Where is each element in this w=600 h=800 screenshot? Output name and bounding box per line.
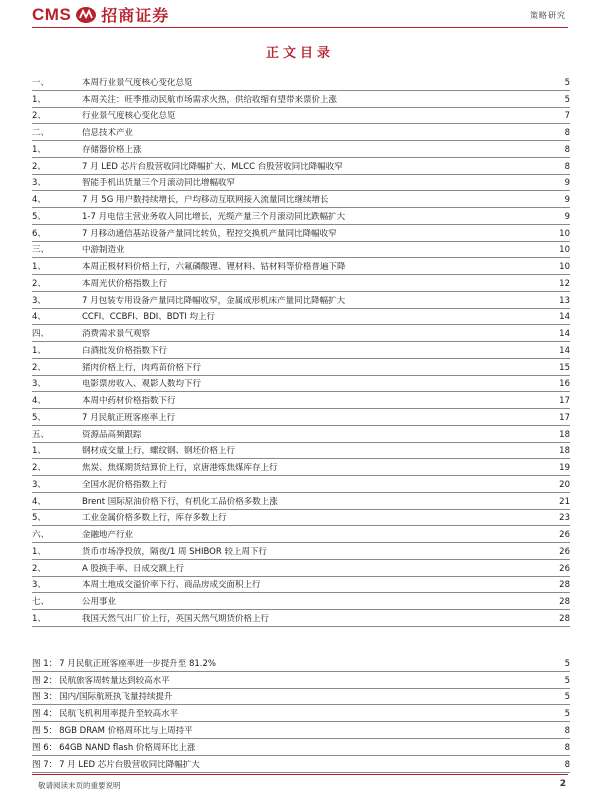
toc-entry-number: 六、 — [32, 530, 50, 540]
toc-entry-page: 7 — [564, 111, 570, 122]
toc-entry-page: 5 — [564, 94, 570, 105]
toc-entry-number: 5、 — [32, 412, 46, 423]
figure-entry-label: 图 5： — [32, 725, 58, 736]
toc-entry[interactable] — [32, 258, 570, 275]
toc-entry[interactable] — [32, 208, 570, 225]
toc-entry[interactable] — [32, 560, 570, 577]
toc-entry-title: 猪肉价格上行，肉鸡苗价格下行 — [82, 362, 202, 373]
figure-entry-title: 民航旅客周转量达到较高水平 — [59, 675, 170, 686]
toc-entry-number: 2、 — [32, 463, 46, 473]
toc-entry-page: 28 — [559, 580, 570, 591]
logo-chinese-text: 招商证券 — [101, 6, 170, 25]
toc-entry-title: 1-7 月电信主营业务收入同比增长，光缆产量三个月滚动同比跌幅扩大 — [82, 211, 346, 222]
figure-entry-title: 64GB NAND flash 价格周环比上涨 — [59, 742, 196, 753]
toc-entry-number: 2、 — [32, 111, 46, 122]
toc-entry[interactable] — [32, 543, 570, 560]
toc-entry-number: 3、 — [32, 479, 46, 490]
toc-entry-number: 4、 — [32, 496, 46, 507]
toc-entry-title: 全国水泥价格指数上行 — [82, 479, 168, 490]
toc-entry[interactable] — [32, 191, 570, 208]
figure-entry[interactable] — [32, 722, 570, 739]
figure-entry[interactable] — [32, 655, 570, 672]
toc-entry-title: 本周关注：旺季推动民航市场需求火热，供给收缩有望带来票价上涨 — [82, 94, 338, 105]
figure-entry-label: 图 4： — [32, 709, 58, 720]
figure-entry[interactable] — [32, 705, 570, 722]
figure-entry-label: 图 3： — [32, 692, 58, 703]
figure-entry-title: 8GB DRAM 价格周环比与上周持平 — [59, 725, 193, 736]
toc-entry-number: 5、 — [32, 513, 46, 524]
toc-entry[interactable] — [32, 459, 570, 476]
figure-entry-label: 图 6： — [32, 742, 58, 753]
toc-entry-title: 本周行业景气度核心变化总览 — [82, 77, 193, 88]
toc-entry-number: 2、 — [32, 161, 46, 172]
toc-entry-number: 3、 — [32, 580, 46, 591]
toc-entry-number: 6、 — [32, 228, 46, 239]
toc-entry-number: 1、 — [32, 345, 46, 356]
toc-entry[interactable] — [32, 275, 570, 292]
toc-entry[interactable] — [32, 376, 570, 393]
toc-entry[interactable] — [32, 292, 570, 309]
toc-entry[interactable] — [32, 74, 570, 91]
toc-entry-title: 焦炭、焦煤期货结算价上行，京唐港炼焦煤库存上行 — [82, 463, 278, 473]
toc-entry-page: 23 — [559, 513, 570, 524]
toc-entry-title: 7 月包装专用设备产量同比降幅收窄，金属成形机床产量同比降幅扩大 — [82, 295, 346, 306]
toc-entry-title: 公用事业 — [82, 597, 117, 607]
toc-entry-title: 消费需求景气观察 — [82, 329, 151, 339]
toc-entry-number: 1、 — [32, 144, 46, 155]
toc-entry-number: 4、 — [32, 396, 46, 406]
toc-entry-page: 17 — [559, 412, 570, 423]
toc-entry-page: 9 — [564, 178, 570, 189]
toc-entry[interactable] — [32, 593, 570, 610]
page-number: 2 — [559, 779, 566, 789]
toc-entry[interactable] — [32, 510, 570, 527]
toc-entry[interactable] — [32, 342, 570, 359]
toc-entry-page: 14 — [559, 345, 570, 356]
toc-entry-title: 7 月 LED 芯片台股营收同比降幅扩大、MLCC 台股营收同比降幅收窄 — [82, 161, 343, 172]
toc-entry-page: 8 — [564, 161, 570, 172]
toc-entry[interactable] — [32, 443, 570, 460]
footer-notice: 敬请阅读末页的重要说明 — [38, 781, 121, 790]
toc-entry-title: 信息技术产业 — [82, 128, 134, 138]
toc-entry-title: 钢材成交量上行，螺纹钢、钢坯价格上行 — [82, 446, 236, 457]
toc-entry-number: 3、 — [32, 178, 46, 189]
toc-entry-title: Brent 国际原油价格下行，有机化工品价格多数上涨 — [82, 496, 278, 507]
toc-entry[interactable] — [32, 141, 570, 158]
toc-entry-number: 三、 — [32, 245, 50, 256]
toc-entry-title: 白酒批发价格指数下行 — [82, 345, 168, 356]
toc-entry-title: 我国天然气出厂价上行，英国天然气期货价格上行 — [82, 613, 270, 624]
toc-entry-page: 26 — [559, 530, 570, 540]
toc-entry-page: 5 — [564, 77, 570, 88]
toc-entry-page: 10 — [559, 245, 570, 256]
page-title: 正文目录 — [265, 46, 334, 61]
toc-entry-page: 15 — [559, 362, 570, 373]
figure-entry-title: 民航飞机利用率提升至较高水平 — [59, 709, 179, 720]
toc-entry-number: 4、 — [32, 312, 46, 323]
logo-latin-text: CMS — [32, 4, 72, 24]
toc-entry-title: 本周土地成交溢价率下行、商品房成交面积上行 — [82, 580, 261, 591]
toc-entry-page: 18 — [559, 429, 570, 440]
toc-entry[interactable] — [32, 392, 570, 409]
toc-entry-title: 电影票房收入、观影人数均下行 — [82, 379, 202, 390]
toc-entry-page: 14 — [559, 312, 570, 323]
toc-entry-number: 2、 — [32, 563, 46, 574]
figure-entry-page: 8 — [564, 725, 570, 736]
toc-entry-title: CCFI、CCBFI、BDI、BDTI 均上行 — [82, 312, 216, 323]
company-logo — [32, 3, 169, 26]
toc-entry[interactable] — [32, 175, 570, 192]
toc-entry-number: 1、 — [32, 94, 46, 105]
figure-entry[interactable] — [32, 689, 570, 706]
toc-entry[interactable] — [32, 359, 570, 376]
toc-entry[interactable] — [32, 124, 570, 141]
toc-entry[interactable] — [32, 610, 570, 627]
toc-entry[interactable] — [32, 309, 570, 326]
figure-entry-page: 8 — [564, 759, 570, 770]
figure-entry-title: 国内/国际航班执飞量持续提升 — [59, 692, 173, 703]
figure-list — [32, 655, 570, 773]
footer-divider — [32, 774, 568, 775]
toc-entry-page: 19 — [559, 463, 570, 473]
toc-entry-title: 货币市场净投放，隔夜/1 周 SHIBOR 较上周下行 — [82, 546, 267, 557]
toc-entry-page: 26 — [559, 546, 570, 557]
toc-entry-number: 4、 — [32, 195, 46, 205]
toc-entry[interactable] — [32, 108, 570, 125]
toc-entry-number: 1、 — [32, 546, 46, 557]
figure-entry-page: 5 — [564, 658, 570, 669]
toc-entry-number: 2、 — [32, 362, 46, 373]
toc-entry-number: 3、 — [32, 379, 46, 390]
toc-entry-title: 7 月 5G 用户数持续增长，户均移动互联网接入流量同比继续增长 — [82, 195, 329, 205]
toc-entry[interactable] — [32, 476, 570, 493]
figure-entry-label: 图 2： — [32, 675, 58, 686]
toc-entry-page: 17 — [559, 396, 570, 406]
figure-entry-label: 图 7： — [32, 759, 58, 770]
toc-entry-page: 12 — [559, 278, 570, 289]
toc-entry-title: 资源品高频跟踪 — [82, 429, 142, 440]
toc-entry-page: 10 — [559, 228, 570, 239]
figure-entry[interactable] — [32, 672, 570, 689]
toc-entry[interactable] — [32, 426, 570, 443]
toc-entry-number: 一、 — [32, 77, 50, 88]
figure-entry-label: 图 1： — [32, 658, 58, 669]
figure-entry-page: 5 — [564, 675, 570, 686]
toc-entry[interactable] — [32, 577, 570, 594]
table-of-contents — [32, 74, 570, 627]
figure-entry-page: 5 — [564, 692, 570, 703]
toc-entry-page: 8 — [564, 128, 570, 138]
toc-entry[interactable] — [32, 91, 570, 108]
toc-entry-title: 工业金属价格多数上行，库存多数上行 — [82, 513, 227, 524]
toc-entry-page: 9 — [564, 195, 570, 205]
toc-entry-page: 26 — [559, 563, 570, 574]
page-header — [0, 0, 600, 30]
toc-entry-title: 7 月民航正班客座率上行 — [82, 412, 176, 423]
header-divider — [32, 27, 568, 28]
toc-entry-page: 16 — [559, 379, 570, 390]
figure-entry[interactable] — [32, 739, 570, 756]
toc-entry-page: 10 — [559, 262, 570, 272]
toc-entry-page: 28 — [559, 613, 570, 624]
toc-entry-title: 本周中药材价格指数下行 — [82, 396, 176, 406]
toc-entry-page: 28 — [559, 597, 570, 607]
figure-entry-page: 8 — [564, 742, 570, 753]
toc-entry-number: 3、 — [32, 295, 46, 306]
toc-entry-number: 五、 — [32, 429, 50, 440]
toc-entry-title: 金融地产行业 — [82, 530, 134, 540]
toc-entry-number: 2、 — [32, 278, 46, 289]
toc-entry-number: 1、 — [32, 613, 46, 624]
figure-entry-title: 7 月民航正班客座率进一步提升至 81.2% — [59, 658, 216, 669]
toc-entry-number: 1、 — [32, 446, 46, 457]
toc-entry-page: 9 — [564, 211, 570, 222]
toc-entry-title: 智能手机出货量三个月滚动同比增幅收窄 — [82, 178, 236, 189]
toc-entry[interactable] — [32, 325, 570, 342]
toc-entry[interactable] — [32, 526, 570, 543]
toc-entry-title: 本周光伏价格指数上行 — [82, 278, 168, 289]
toc-entry-page: 13 — [559, 295, 570, 306]
toc-entry-number: 5、 — [32, 211, 46, 222]
toc-entry-number: 1、 — [32, 262, 46, 272]
figure-entry-title: 7 月 LED 芯片台股营收同比降幅扩大 — [59, 759, 200, 770]
report-category: 策略研究 — [530, 11, 566, 20]
toc-entry-number: 二、 — [32, 128, 50, 138]
toc-entry-title: 本周正极材料价格上行，六氟磷酸锂、锂材料、钴材料等价格普遍下降 — [82, 262, 346, 272]
figure-entry-page: 5 — [564, 709, 570, 720]
toc-entry-page: 20 — [559, 479, 570, 490]
toc-entry-title: 存储器价格上涨 — [82, 144, 142, 155]
toc-entry[interactable] — [32, 242, 570, 259]
figure-entry[interactable] — [32, 756, 570, 773]
toc-entry[interactable] — [32, 409, 570, 426]
toc-entry-title: 中游制造业 — [82, 245, 125, 256]
toc-entry[interactable] — [32, 225, 570, 242]
logo-emblem-icon — [75, 6, 97, 24]
toc-entry-title: A 股换手率、日成交额上行 — [82, 563, 185, 574]
toc-entry-number: 七、 — [32, 597, 50, 607]
toc-entry-page: 21 — [559, 496, 570, 507]
toc-entry-page: 14 — [559, 329, 570, 339]
toc-entry[interactable] — [32, 493, 570, 510]
toc-entry-page: 18 — [559, 446, 570, 457]
toc-entry-title: 行业景气度核心变化总览 — [82, 111, 176, 122]
toc-entry[interactable] — [32, 158, 570, 175]
toc-entry-title: 7 月移动通信基站设备产量同比转负，程控交换机产量同比降幅收窄 — [82, 228, 337, 239]
toc-entry-page: 8 — [564, 144, 570, 155]
toc-entry-number: 四、 — [32, 329, 50, 339]
